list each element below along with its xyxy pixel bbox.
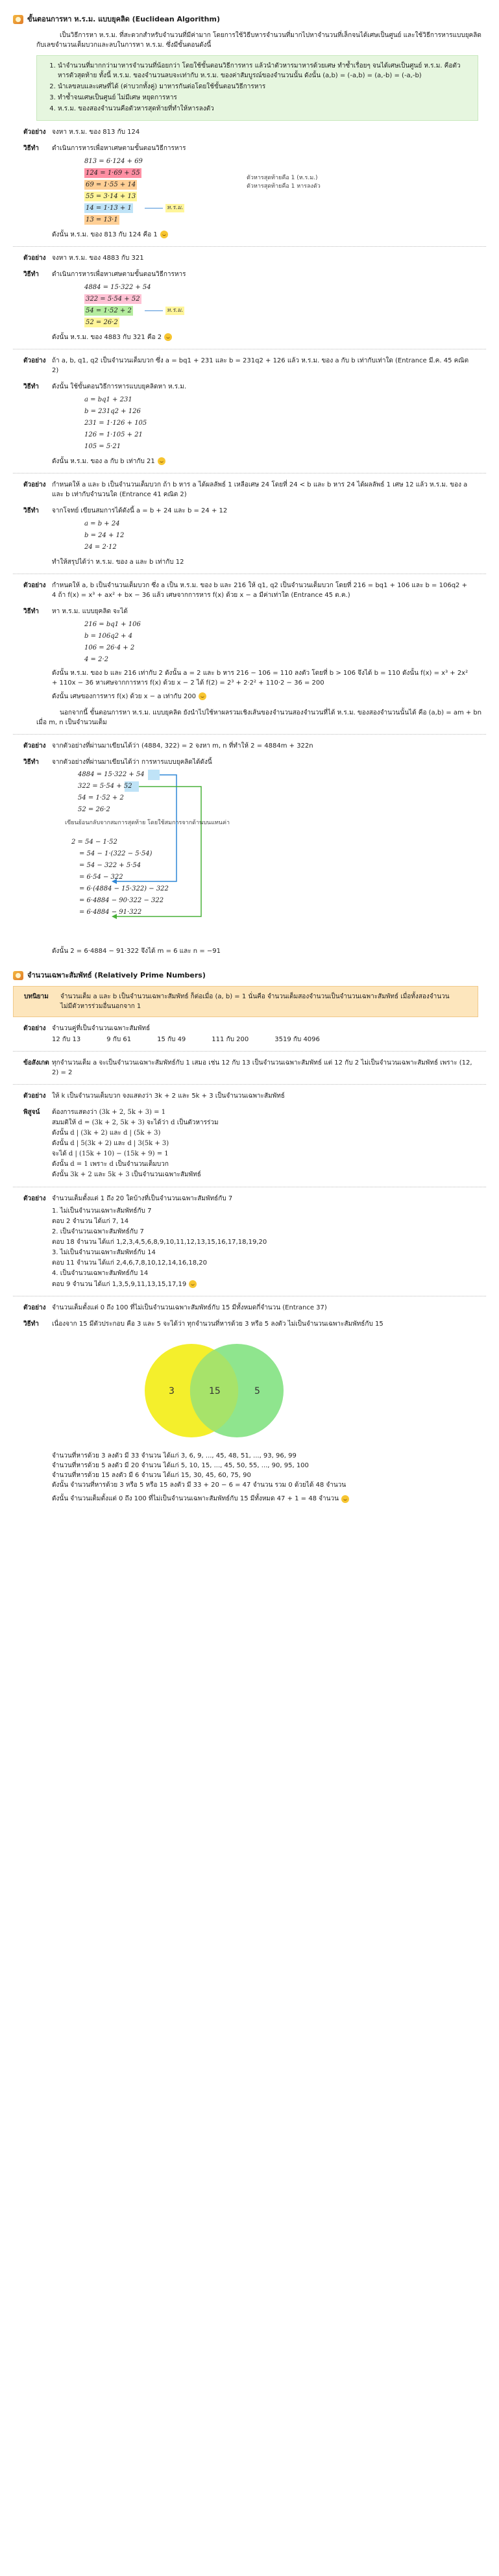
definition-box [13, 986, 478, 1017]
example-question: จากตัวอย่างที่ผ่านมาเขียนได้ว่า (4884, 322) = 2 จงหา m, n ที่ทำให้ 2 = 4884m + 322n [52, 742, 313, 750]
rp-example-1 [13, 1024, 486, 1044]
proof-line: ดังนั้น d | 5(3k + 2) และ d | 3(5k + 3) [52, 1140, 169, 1147]
example-question: จงหา ห.ร.ม. ของ 813 กับ 124 [52, 128, 140, 136]
eq-line: 322 = 5·54 + 52 [78, 782, 132, 790]
pair-item: 111 กับ 200 [212, 1036, 249, 1043]
eq-line: 54 = 1·52 + 2 [78, 794, 124, 802]
back-line: = 54 − 322 + 5·54 [79, 861, 141, 869]
step-item: 2. นำเลขลบและเศษที่ได้ (ค่าบวกทั้งคู่) มาหารกันต่อโดยใช้ขั้นตอนวิธีการหาร [58, 82, 470, 92]
divider [13, 246, 486, 247]
list-item: ตอบ 18 จำนวน ได้แก่ 1,2,3,4,5,6,8,9,10,11,12,13,15,16,17,18,19,20 [52, 1239, 267, 1246]
eq-line: a = bq1 + 231 [84, 396, 132, 403]
example-3-method [13, 382, 486, 466]
smile-icon [160, 231, 168, 238]
answer-text: ดังนั้น เศษของการหาร f(x) ด้วย x − a เท่ากับ 200 [52, 692, 196, 700]
proof-line: ต้องการแสดงว่า (3k + 2, 5k + 3) = 1 [52, 1109, 166, 1116]
bulb-icon [13, 971, 23, 980]
eq-line: 69 = 1·55 + 14 [86, 181, 136, 188]
intro-paragraph: เป็นวิธีการหา ห.ร.ม. ที่สะดวกสำหรับจำนวนที่มีค่ามาก โดยการใช้วิธีบหารจำนวนที่มากไปหาจำนวนที่เล็กจนได้เศษเป็นศูนย์ และใช้วิธีการหารแบบยุคลิดกับเลขจำนวนเต็มบวกและลบในการหา ห.ร.ม. ซึ่งมีขั้นตอนดังนี้ [36, 31, 481, 49]
example-question: จงหา ห.ร.ม. ของ 4883 กับ 321 [52, 254, 144, 262]
eq-line: 124 = 1·69 + 55 [86, 170, 140, 177]
example-2-method [13, 270, 486, 342]
smile-icon [341, 1495, 349, 1503]
list-item: 4. เป็นจำนวนเฉพาะสัมพัทธ์กับ 14 [52, 1270, 149, 1277]
eq-line: 4884 = 15·322 + 54 [84, 284, 151, 291]
explain-text: ดังนั้น ห.ร.ม. ของ b และ 216 เท่ากับ 2 ดังนั้น a = 2 และ b หาร 216 − 106 = 110 ลงตัว โดยที่ b > 106 จึงได้ b = 110 ดังนั้น f(x) = x³ + 2x² + 110x − 36 หาเศษจากการหาร f(x) ด้วย x − 2 ได้ f(2) = 2³ + 2·2² + 110·2 − 36 = 200 [52, 669, 469, 687]
eq-line: 24 = 2·12 [84, 544, 117, 551]
eq-line: 126 = 1·105 + 21 [84, 431, 143, 438]
proof-line: สมมติให้ d = (3k + 2, 5k + 3) จะได้ว่า d เป็นตัวหารร่วม [52, 1119, 219, 1126]
method-intro: ดำเนินการหารเพื่อหาเศษตามขั้นตอนวิธีการหาร [52, 270, 186, 278]
answer-text: ทำให้สรุปได้ว่า ห.ร.ม. ของ a และ b เท่ากับ 12 [52, 558, 184, 566]
proof-line: ดังนั้น d = 1 เพราะ d เป็นจำนวนเต็มบวก [52, 1161, 169, 1168]
method-label: วิธีทำ [23, 758, 39, 766]
divider [13, 1051, 486, 1052]
back-line: = 6·4884 − 91·322 [79, 908, 142, 916]
example-4 [13, 480, 486, 499]
example-6-method [13, 757, 486, 956]
eq-line: 4 = 2·2 [84, 656, 109, 663]
eq-line: b = 231q2 + 126 [84, 408, 141, 415]
eq-line: 105 = 5·21 [84, 443, 121, 450]
answer-text: ดังนั้น 2 = 6·4884 − 91·322 จึงได้ m = 6 และ n = −91 [52, 947, 221, 955]
proof-line: ดังนั้น 3k + 2 และ 5k + 3 เป็นจำนวนเฉพาะสัมพัทธ์ [52, 1171, 201, 1178]
steps-list [45, 61, 470, 114]
gcd-tag: ห.ร.ม. [165, 307, 184, 316]
smile-icon [199, 692, 206, 700]
example-question: จำนวนเต็มตั้งแต่ 0 ถึง 100 ที่ไม่เป็นจำนวนเฉพาะสัมพัทธ์กับ 15 มีทั้งหมดกี่จำนวน (Entrance 37) [52, 1304, 327, 1311]
step-item: 3. ทำซ้ำจนเศษเป็นศูนย์ ไม่มีเศษ หยุดการหาร [58, 93, 470, 103]
eq-line: 216 = bq1 + 106 [84, 621, 141, 628]
example-5-method [13, 607, 486, 701]
proof-line: ดังนั้น d | (3k + 2) และ d | (5k + 3) [52, 1130, 161, 1137]
venn-label-15: 15 [209, 1386, 221, 1396]
back-line: = 54 − 1·(322 − 5·54) [79, 850, 152, 857]
eq-line: 14 = 1·13 + 1 [86, 205, 132, 212]
smile-icon [158, 457, 165, 465]
step-item: 4. ห.ร.ม. ของสองจำนวนคือตัวหารสุดท้ายที่ทำให้หารลงตัว [58, 104, 470, 114]
venn-label-5: 5 [254, 1386, 260, 1396]
answer-text: ดังนั้น ห.ร.ม. ของ 4883 กับ 321 คือ 2 [52, 333, 162, 341]
pair-item: 12 กับ 13 [52, 1036, 81, 1043]
eq-line: 106 = 26·4 + 2 [84, 644, 135, 651]
back-line: = 6·54 − 322 [79, 873, 123, 881]
rp-example-4 [13, 1303, 486, 1313]
eq-line: 55 = 3·14 + 13 [86, 193, 136, 200]
eq-line: b = 106q2 + 4 [84, 633, 133, 640]
count-line: จำนวนที่หารด้วย 5 ลงตัว มี 20 จำนวน ได้แก่ 5, 10, 15, ..., 45, 50, 55, ..., 90, 95, 100 [52, 1462, 309, 1469]
example-label: ตัวอย่าง [23, 357, 46, 364]
example-6 [13, 741, 486, 751]
divider [13, 734, 486, 735]
eq-line: b = 24 + 12 [84, 532, 125, 539]
example-4-method [13, 506, 486, 567]
venn-diagram [130, 1335, 473, 1446]
rp-example-4-method [13, 1319, 486, 1504]
rp-example-2 [13, 1091, 486, 1101]
method-intro: หา ห.ร.ม. แบบยุคลิด จะได้ [52, 607, 128, 615]
method-label: วิธีทำ [23, 607, 39, 615]
back-line: = 6·(4884 − 15·322) − 322 [79, 885, 169, 892]
example-label: ตัวอย่าง [23, 581, 46, 589]
example-label: ตัวอย่าง [23, 481, 46, 488]
list-item: 1. ไม่เป็นจำนวนเฉพาะสัมพัทธ์กับ 7 [52, 1207, 152, 1215]
list-item: ตอบ 9 จำนวน ได้แก่ 1,3,5,9,11,13,15,17,19 [52, 1280, 187, 1288]
example-label: ตัวอย่าง [23, 1092, 46, 1100]
example-label: ตัวอย่าง [23, 128, 46, 136]
example-5 [13, 581, 486, 600]
list-item: ตอบ 2 จำนวน ได้แก่ 7, 14 [52, 1218, 129, 1225]
proof-label: พิสูจน์ [23, 1109, 40, 1116]
method-text: เนื่องจาก 15 มีตัวประกอบ คือ 3 และ 5 จะได้ว่า ทุกจำนวนที่หารด้วย 3 หรือ 5 ลงตัว ไม่เป็นจำนวนเฉพาะสัมพัทธ์กับ 15 [52, 1320, 383, 1328]
method-intro: จากตัวอย่างที่ผ่านมาเขียนได้ว่า การหารแบบยุคลิดได้ดังนี้ [52, 758, 212, 766]
example-question: ถ้า a, b, q1, q2 เป็นจำนวนเต็มบวก ซึ่ง a = bq1 + 231 และ b = 231q2 + 126 แล้ว ห.ร.ม. ของ a กับ b เท่ากับเท่าใด (Entrance มี.ค. 45 คณิต 2) [52, 357, 469, 374]
count-line: จำนวนที่หารด้วย 3 ลงตัว มี 33 จำนวน ได้แก่ 3, 6, 9, ..., 45, 48, 51, ..., 93, 96, 99 [52, 1452, 297, 1459]
example-label: ตัวอย่าง [23, 1195, 46, 1202]
pair-item: 9 กับ 61 [106, 1036, 132, 1043]
definition-text: จำนวนเต็ม a และ b เป็นจำนวนเฉพาะสัมพัทธ์ ก็ต่อเมื่อ (a, b) = 1 นั่นคือ จำนวนเต็มสองจำนวนเป็นจำนวนเฉพาะสัมพัทธ์ เมื่อทั้งสองจำนวนไม่มีตัวหารร่วมอื่นนอกจาก 1 [60, 993, 450, 1010]
back-intro: เขียนย้อนกลับจากสมการสุดท้าย โดยใช้สมการจากด้านบนแทนค่า [65, 819, 230, 826]
example-intro: จำนวนคู่ที่เป็นจำนวนเฉพาะสัมพัทธ์ [52, 1025, 151, 1032]
eq-line: 52 = 26·2 [86, 319, 118, 326]
list-item: 3. ไม่เป็นจำนวนเฉพาะสัมพัทธ์กับ 14 [52, 1249, 156, 1256]
rp-proof [13, 1107, 486, 1180]
example-question: ให้ k เป็นจำนวนเต็มบวก จงแสดงว่า 3k + 2 และ 5k + 3 เป็นจำนวนเฉพาะสัมพัทธ์ [52, 1092, 285, 1100]
eq-line: 813 = 6·124 + 69 [84, 158, 143, 165]
eq-line: 54 = 1·52 + 2 [86, 307, 132, 314]
count-line: จำนวนที่หารด้วย 15 ลงตัว มี 6 จำนวน ได้แก่ 15, 30, 45, 60, 75, 90 [52, 1472, 251, 1479]
divider [13, 473, 486, 474]
example-question: กำหนดให้ a และ b เป็นจำนวนเต็มบวก ถ้า b หาร a ได้ผลลัพธ์ 1 เหลือเศษ 24 โดยที่ 24 < b และ b หาร 24 ได้ผลลัพธ์ 1 เศษ 12 แล้ว ห.ร.ม. ของ a และ b เท่ากับจำนวนใด (Entrance 41 คณิต 2) [52, 481, 468, 498]
pair-item: 3519 กับ 4096 [274, 1036, 320, 1043]
example-question: กำหนดให้ a, b เป็นจำนวนเต็มบวก ซึ่ง a เป็น ห.ร.ม. ของ b และ 216 ให้ q1, q2 เป็นจำนวนเต็มบวก โดยที่ 216 = bq1 + 106 และ b = 106q2 + 4 ถ้า f(x) = x³ + ax² + bx − 36 แล้ว เศษจากการหาร f(x) ด้วย x − a มีค่าเท่าใด (Entrance 45 ต.ค.) [52, 581, 467, 599]
note-text: ทุกจำนวนเต็ม a จะเป็นจำนวนเฉพาะสัมพัทธ์กับ 1 เสมอ เช่น 12 กับ 13 เป็นจำนวนเฉพาะสัมพัทธ์ แต่ 12 กับ 2 ไม่เป็นจำนวนเฉพาะสัมพัทธ์ เพราะ (12, 2) = 2 [52, 1059, 472, 1076]
eq-line: 231 = 1·126 + 105 [84, 420, 147, 427]
answer-text: ดังนั้น จำนวนเต็มตั้งแต่ 0 ถึง 100 ที่ไม่เป็นจำนวนเฉพาะสัมพัทธ์กับ 15 มีทั้งหมด 47 + 1 = 48 จำนวน [52, 1495, 339, 1502]
venn-label-3: 3 [169, 1386, 175, 1396]
venn-svg [130, 1335, 298, 1446]
proof-line: จะได้ d | (15k + 10) − (15k + 9) = 1 [52, 1150, 169, 1157]
example-2 [13, 253, 486, 263]
back-line: 2 = 54 − 1·52 [71, 838, 117, 846]
smile-icon [164, 333, 172, 341]
eq-line: 4884 = 15·322 + 54 [78, 770, 145, 778]
count-line: ดังนั้น จำนวนที่หารด้วย 3 หรือ 5 หรือ 15 ลงตัว มี 33 + 20 − 6 = 47 จำนวน รวม 0 ด้วยได้ 48 จำนวน [52, 1482, 347, 1489]
method-intro: ดังนั้น ใช้ขั้นตอนวิธีการหารแบบยุคลิดหา ห.ร.ม. [52, 383, 187, 390]
method-intro: ดำเนินการหารเพื่อหาเศษตามขั้นตอนวิธีการหาร [52, 144, 186, 152]
definition-label: บทนิยาม [24, 993, 49, 1000]
example-label: ตัวอย่าง [23, 254, 46, 262]
section-title-relprime [13, 970, 486, 981]
list-item: ตอบ 11 จำนวน ได้แก่ 2,4,6,7,8,10,12,14,16,18,20 [52, 1259, 208, 1267]
rp-note [13, 1058, 486, 1078]
method-label: วิธีทำ [23, 383, 39, 390]
example-label: ตัวอย่าง [23, 1025, 46, 1032]
linear-combination-paragraph: นอกจากนี้ ขั้นตอนการหา ห.ร.ม. แบบยุคลิด ยังนำไปใช้หาผลรวมเชิงเส้นของจำนวนสองจำนวนที่ได้ ห.ร.ม. ของสองจำนวนนั้นได้ คือ (a,b) = am + bn เมื่อ m, n เป็นจำนวนเต็ม [36, 709, 482, 726]
rp-example-3 [13, 1194, 486, 1289]
side-note: ตัวหารสุดท้ายคือ 1 (ห.ร.ม.) [247, 174, 318, 181]
divider [13, 1084, 486, 1085]
method-label: วิธีทำ [23, 507, 39, 514]
example-label: ตัวอย่าง [23, 742, 46, 750]
section-title-text: จำนวนเฉพาะสัมพัทธ์ (Relatively Prime Numbers) [27, 970, 206, 979]
pair-item: 15 กับ 49 [157, 1036, 186, 1043]
back-substitution-diagram [65, 767, 473, 942]
method-intro: จากโจทย์ เขียนสมการได้ดังนี้ a = b + 24 และ b = 24 + 12 [52, 507, 228, 514]
eq-line: a = b + 24 [84, 520, 120, 527]
example-1 [13, 127, 486, 137]
steps-box [36, 55, 478, 121]
method-label: วิธีทำ [23, 270, 39, 278]
note-label: ข้อสังเกต [23, 1059, 49, 1067]
section-title-euclid [13, 14, 486, 25]
section-title-text: ขั้นตอนการหา ห.ร.ม. แบบยุคลิด (Euclidean Algorithm) [27, 15, 220, 23]
method-label: วิธีทำ [23, 144, 39, 152]
method-label: วิธีทำ [23, 1320, 39, 1328]
example-question: จำนวนเต็มตั้งแต่ 1 ถึง 20 ใดบ้างที่เป็นจำนวนเฉพาะสัมพัทธ์กับ 7 [52, 1195, 233, 1202]
list-item: 2. เป็นจำนวนเฉพาะสัมพัทธ์กับ 7 [52, 1228, 144, 1235]
smile-icon [189, 1280, 197, 1288]
highlight-54 [148, 770, 160, 780]
eq-line: 13 = 13·1 [86, 216, 118, 223]
eq-line: 322 = 5·54 + 52 [86, 296, 140, 303]
example-1-method [13, 144, 486, 240]
side-note: ตัวหารสุดท้ายคือ 1 หารลงตัว [247, 183, 321, 190]
step-item: 1. นำจำนวนที่มากกว่ามาหารจำนวนที่น้อยกว่า โดยใช้ขั้นตอนวิธีการหาร แล้วนำตัวหารมาหารด้วยเศษ ทำซ้ำเรื่อยๆ จนได้เศษเป็นศูนย์ ห.ร.ม. คือตัวหารตัวสุดท้าย ทั้งนี้ ห.ร.ม. ของจำนวนลบจะเท่ากับ ห.ร.ม. ของค่าสัมบูรณ์ของจำนวนนั้น ดังนั้น (a,b) = (-a,b) = (a,-b) = (-a,-b) [58, 61, 470, 81]
example-label: ตัวอย่าง [23, 1304, 46, 1311]
answer-text: ดังนั้น ห.ร.ม. ของ 813 กับ 124 คือ 1 [52, 231, 158, 238]
eq-line: 52 = 26·2 [78, 805, 110, 813]
bulb-icon [13, 15, 23, 24]
back-line: = 6·4884 − 90·322 − 322 [79, 896, 164, 904]
example-3 [13, 356, 486, 375]
answer-text: ดังนั้น ห.ร.ม. ของ a กับ b เท่ากับ 21 [52, 457, 155, 465]
gcd-tag: ห.ร.ม. [165, 204, 184, 213]
